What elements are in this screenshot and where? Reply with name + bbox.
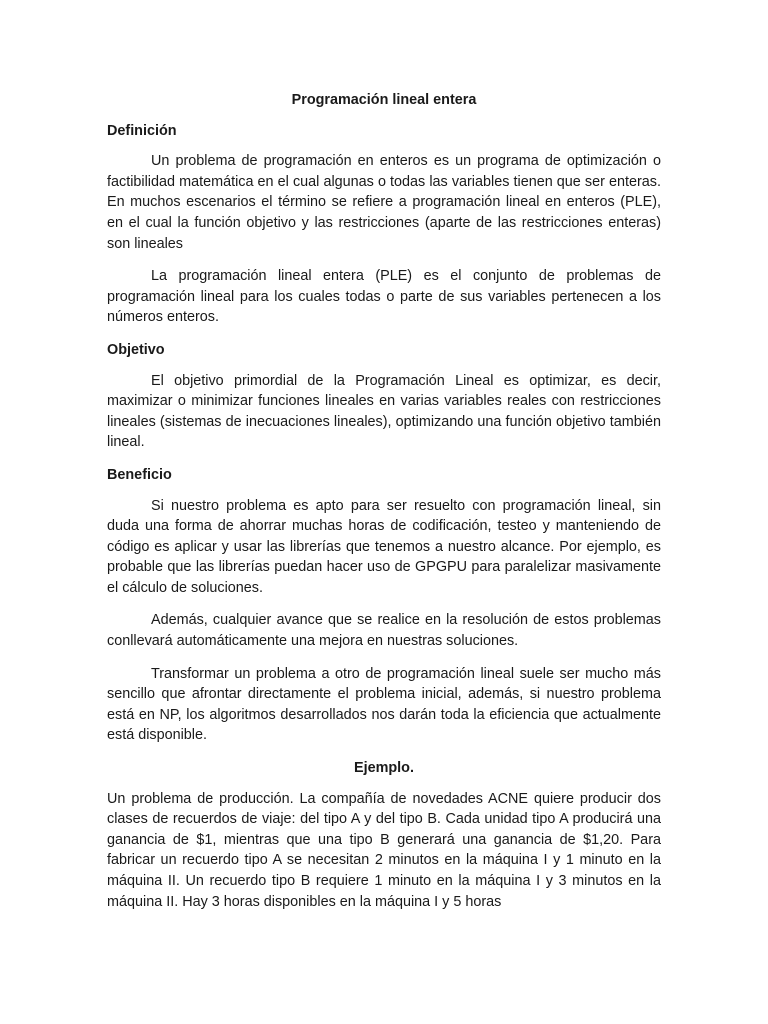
document-title: Programación lineal entera bbox=[291, 92, 477, 108]
section-heading-beneficio: Beneficio bbox=[107, 466, 172, 483]
section-heading-definicion: Definición bbox=[107, 122, 177, 139]
section-heading-ejemplo: Ejemplo. bbox=[354, 760, 414, 777]
paragraph-definicion-2: La programación lineal entera (PLE) es el conjunto de problemas de programación lineal para los cuales todas o parte de sus variables pertenecen a los números enteros. bbox=[107, 268, 661, 326]
paragraph-definicion-1: Un problema de programación en enteros es un programa de optimización o factibilidad matemática en el cual algunas o todas las variables tienen que ser enteras. En muchos escenarios el término se refiere a programación lineal en enteros (PLE), en el cual la función objetivo y las restricciones (aparte de las restricciones enteras) son lineales bbox=[107, 153, 661, 252]
paragraph-ejemplo: Un problema de producción. La compañía de novedades ACNE quiere producir dos clases de recuerdos de viaje: del tipo A y del tipo B. Cada unidad tipo A producirá una ganancia de $1, mientras que una tipo B generará una ganancia de $1,20. Para fabricar un recuerdo tipo A se necesitan 2 minutos en la máquina I y 1 minuto en la máquina II. Un recuerdo tipo B requiere 1 minuto en la máquina I y 3 minutos en la máquina II. Hay 3 horas disponibles en la máquina I y 5 horas bbox=[107, 790, 661, 910]
paragraph-beneficio-3: Transformar un problema a otro de programación lineal suele ser mucho más sencillo que afrontar directamente el problema inicial, además, si nuestro problema está en NP, los algoritmos desarrollados nos darán toda la eficiencia que actualmente está disponible. bbox=[107, 665, 661, 744]
paragraph-beneficio-2: Además, cualquier avance que se realice en la resolución de estos problemas conllevará automáticamente una mejora en nuestras soluciones. bbox=[107, 612, 661, 650]
section-heading-objetivo: Objetivo bbox=[107, 341, 165, 358]
paragraph-beneficio-1: Si nuestro problema es apto para ser resuelto con programación lineal, sin duda una forma de ahorrar muchas horas de codificación, testeo y manteniendo de código es aplicar y usar las librerías que tenemos a nuestro alcance. Por ejemplo, es probable que las librerías puedan hacer uso de GPGPU para paralelizar masivamente el cálculo de soluciones. bbox=[107, 497, 661, 596]
paragraph-objetivo: El objetivo primordial de la Programación Lineal es optimizar, es decir, maximizar o minimizar funciones lineales en varias variables reales con restricciones lineales (sistemas de inecuaciones lineales), optimizando una función objetivo también lineal. bbox=[107, 372, 661, 451]
